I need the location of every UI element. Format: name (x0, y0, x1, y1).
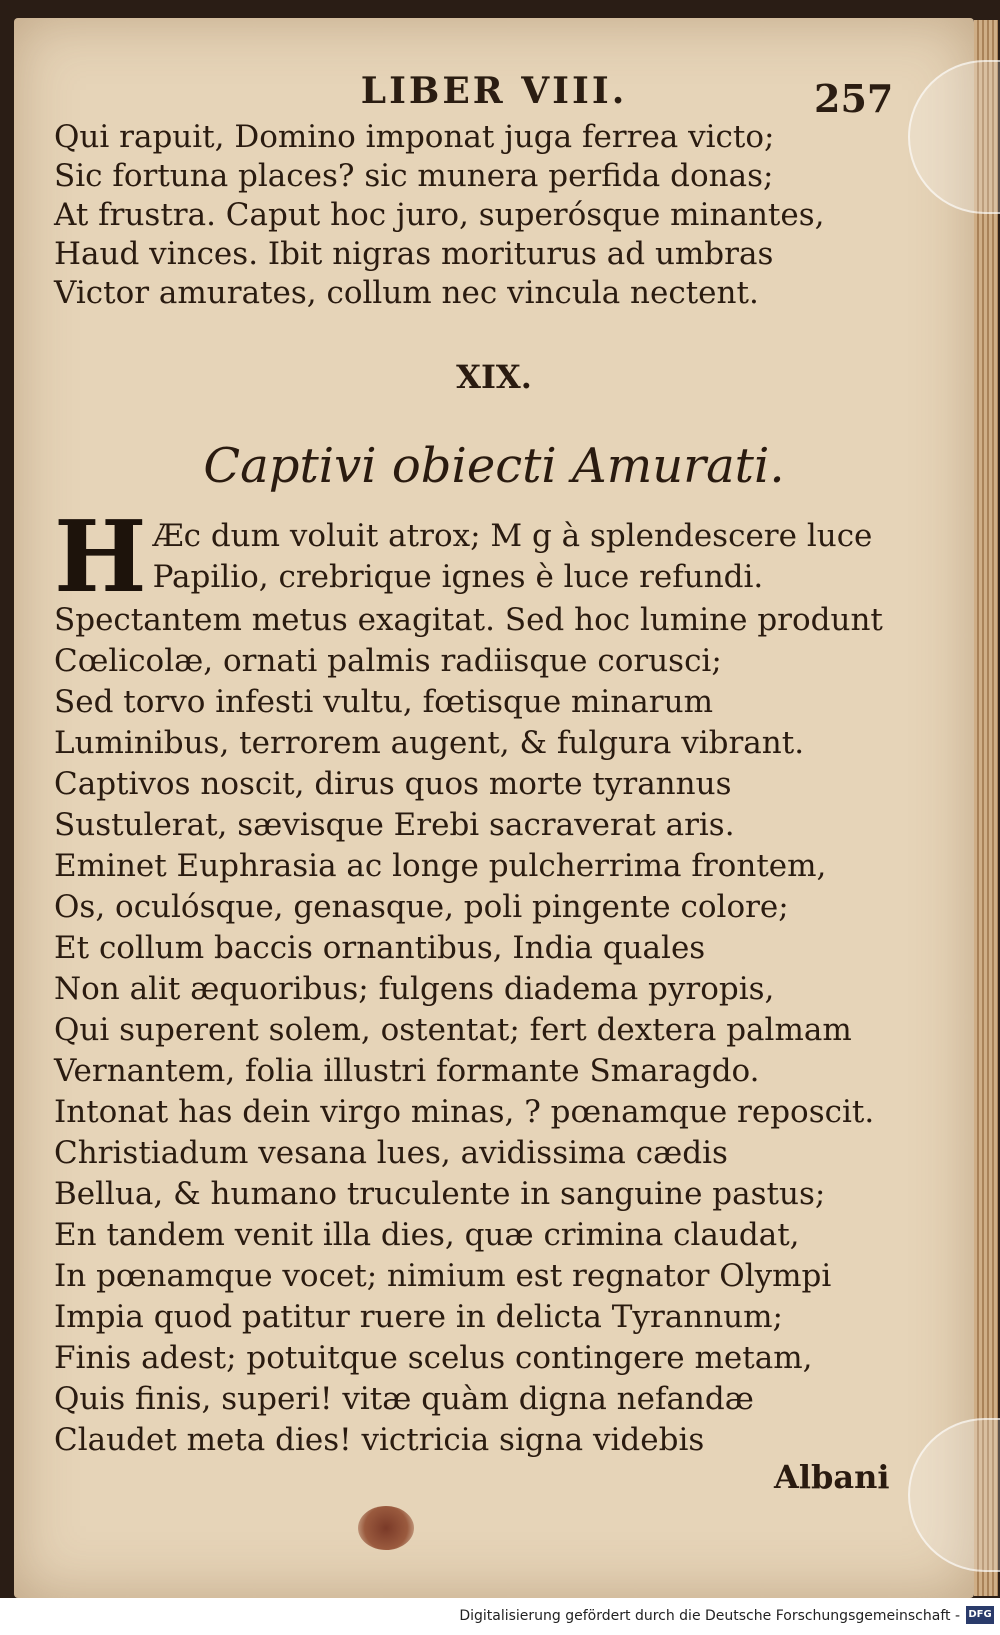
verse-line: Captivos noscit, dirus quos morte tyrannus (54, 766, 732, 802)
verse-line: Sic fortuna places? sic munera perfida donas; (54, 158, 774, 194)
verse-line: En tandem venit illa dies, quæ crimina claudat, (54, 1217, 800, 1253)
book-page (14, 18, 974, 1598)
verse-line: Et collum baccis ornantibus, India quales (54, 930, 706, 966)
footer-bar (0, 1598, 1000, 1635)
verse-line: Qui superent solem, ostentat; fert dextera palmam (54, 1012, 852, 1048)
section-title: Captivi obiecti Amurati. (203, 438, 785, 494)
verse-line: Vernantem, folia illustri formante Smaragdo. (54, 1053, 760, 1089)
verse-block-top (54, 118, 874, 313)
verse-line: Non alit æquoribus; fulgens diadema pyropis, (54, 971, 775, 1007)
verse-line: Spectantem metus exagitat. Sed hoc lumine produnt (54, 602, 883, 638)
verse-line: Victor amurates, collum nec vincula nectent. (54, 275, 759, 311)
verse-line: Haud vinces. Ibit nigras moriturus ad umbras (54, 236, 774, 272)
verse-line: Finis adest; potuitque scelus contingere metam, (54, 1340, 813, 1376)
verse-line: Papilio, crebrique ignes è luce refundi. (152, 559, 764, 595)
verse-line: Sustulerat, sævisque Erebi sacraverat aris. (54, 807, 735, 843)
verse-line: Christiadum vesana lues, avidissima cædis (54, 1135, 728, 1171)
verse-line: Cœlicolæ, ornati palmis radiisque corusci; (54, 643, 722, 679)
verse-line: Impia quod patitur ruere in delicta Tyrannum; (54, 1299, 783, 1335)
verse-line: Quis finis, superi! vitæ quàm digna nefandæ (54, 1381, 754, 1417)
verse-line: In pœnamque vocet; nimium est regnator Olympi (54, 1258, 832, 1294)
verse-line: Intonat has dein virgo minas, ? pœnamque reposcit. (54, 1094, 875, 1130)
verse-line: Luminibus, terrorem augent, & fulgura vibrant. (54, 725, 805, 761)
catchword: Albani (774, 1458, 890, 1496)
verse-line: Eminet Euphrasia ac longe pulcherrima frontem, (54, 848, 827, 884)
ink-stain (358, 1506, 414, 1550)
verse-block-main (54, 500, 883, 1461)
page-number: 257 (814, 76, 894, 121)
drop-cap: H (54, 500, 147, 615)
dfg-logo-icon: DFG (966, 1606, 994, 1624)
verse-line: At frustra. Caput hoc juro, superósque minantes, (54, 197, 825, 233)
section-number: XIX. (456, 358, 532, 396)
verse-line: Os, oculósque, genasque, poli pingente colore; (54, 889, 789, 925)
verse-line: Bellua, & humano truculente in sanguine pastus; (54, 1176, 826, 1212)
funding-credit: Digitalisierung gefördert durch die Deutsche Forschungsgemeinschaft - (459, 1608, 960, 1624)
verse-line: Claudet meta dies! victricia signa videbis (54, 1422, 705, 1458)
verse-line: Qui rapuit, Domino imponat juga ferrea victo; (54, 119, 775, 155)
page-fore-edge (974, 20, 998, 1596)
verse-line: Sed torvo infesti vultu, fœtisque minarum (54, 684, 713, 720)
running-header: LIBER VIII. (360, 70, 628, 112)
verse-line: Æc dum voluit atrox; M g à splendescere luce (152, 518, 873, 554)
